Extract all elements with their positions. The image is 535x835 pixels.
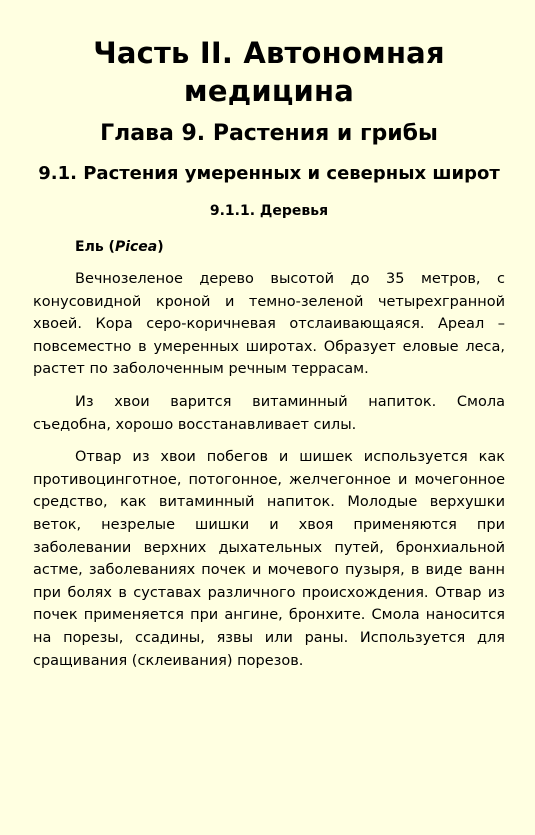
species-close-paren: ) bbox=[157, 239, 164, 255]
part-title: Часть II. Автономная медицина bbox=[93, 36, 445, 108]
section-title: 9.1. Растения умеренных и северных широт bbox=[38, 163, 500, 184]
chapter-title: Глава 9. Растения и грибы bbox=[100, 121, 438, 146]
description-paragraph: Вечнозеленое дерево высотой до 35 метров, с конусовидной кроной и темно-зеленой четырехгранной хвоей. Кора серо-коричневая отслаивающаяся. Ареал – повсеместно в умеренных широтах. Образует еловые леса, растет по заболоченным речным террасам. bbox=[33, 271, 505, 378]
medicinal-paragraph: Отвар из хвои побегов и шишек используется как противоцинготное, потогонное, желчегонное и мочегонное средство, как витаминный напиток. Молодые верхушки веток, незрелые шишки и хвоя применяются при заболевании верхних дыхательных путей, бронхиальной астме, заболеваниях почек и мочевого пузыря, в виде ванн при болях в суставах различного происхождения. Отвар из почек применяется при ангине, бронхите. Смола наносится на порезы, ссадины, язвы или раны. Используется для сращивания (склеивания) порезов. bbox=[33, 449, 505, 669]
species-open-paren: ( bbox=[103, 239, 115, 255]
species-heading bbox=[33, 238, 505, 256]
species-latin-name: Picea bbox=[114, 239, 158, 255]
species-name: Ель bbox=[75, 239, 104, 255]
usage-paragraph: Из хвои варится витаминный напиток. Смола съедобна, хорошо восстанавливает силы. bbox=[33, 393, 505, 433]
subsection-title: 9.1.1. Деревья bbox=[209, 203, 329, 219]
